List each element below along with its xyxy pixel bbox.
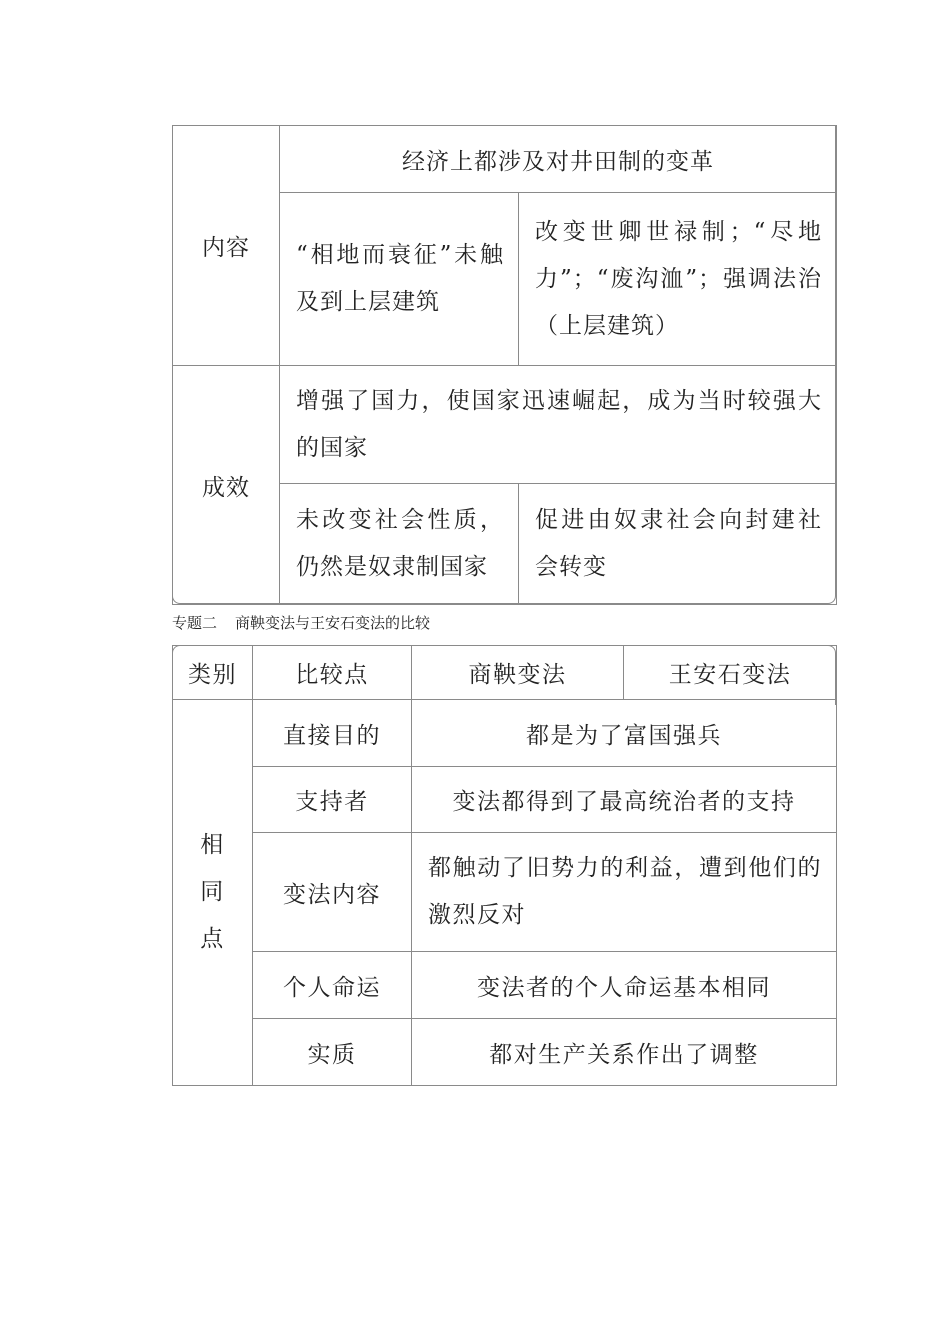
content-shared-cell: 经济上都涉及对井田制的变革 bbox=[280, 126, 837, 193]
content-right-cell: 改变世卿世禄制；“尽地力”；“废沟洫”；强调法治（上层建筑） bbox=[519, 193, 837, 366]
caption-title: 商鞅变法与王安石变法的比较 bbox=[235, 614, 431, 632]
effect-shared-cell: 增强了国力，使国家迅速崛起，成为当时较强大的国家 bbox=[280, 366, 837, 484]
header-shang-yang-reform: 商鞅变法 bbox=[412, 646, 624, 700]
row-label-effect: 成效 bbox=[173, 366, 280, 605]
group-label-char: 点 bbox=[200, 926, 225, 952]
header-comparison-point: 比较点 bbox=[253, 646, 412, 700]
row-value: 都触动了旧势力的利益，遭到他们的激烈反对 bbox=[412, 833, 837, 952]
row-value: 变法都得到了最高统治者的支持 bbox=[412, 767, 837, 833]
row-point: 个人命运 bbox=[253, 952, 412, 1019]
row-value: 变法者的个人命运基本相同 bbox=[412, 952, 837, 1019]
effect-left-cell: 未改变社会性质，仍然是奴隶制国家 bbox=[280, 484, 519, 605]
row-value: 都对生产关系作出了调整 bbox=[412, 1019, 837, 1086]
row-value: 都是为了富国强兵 bbox=[412, 700, 837, 767]
effect-right-cell: 促进由奴隶社会向封建社会转变 bbox=[519, 484, 837, 605]
row-point: 实质 bbox=[253, 1019, 412, 1086]
row-point: 支持者 bbox=[253, 767, 412, 833]
group-label-char: 同 bbox=[200, 879, 225, 905]
row-point: 直接目的 bbox=[253, 700, 412, 767]
reform-comparison-table bbox=[172, 645, 837, 1086]
row-point: 变法内容 bbox=[253, 833, 412, 952]
header-wang-anshi-reform: 王安石变法 bbox=[624, 646, 837, 700]
row-label-content: 内容 bbox=[173, 126, 280, 366]
content-left-cell: “相地而衰征”未触及到上层建筑 bbox=[280, 193, 519, 366]
section-caption bbox=[172, 612, 430, 633]
header-category: 类别 bbox=[173, 646, 253, 700]
group-label-char: 相 bbox=[200, 832, 225, 858]
comparison-table-continued bbox=[172, 125, 837, 605]
caption-prefix: 专题二 bbox=[172, 614, 218, 632]
group-label-similarities bbox=[173, 700, 253, 1086]
